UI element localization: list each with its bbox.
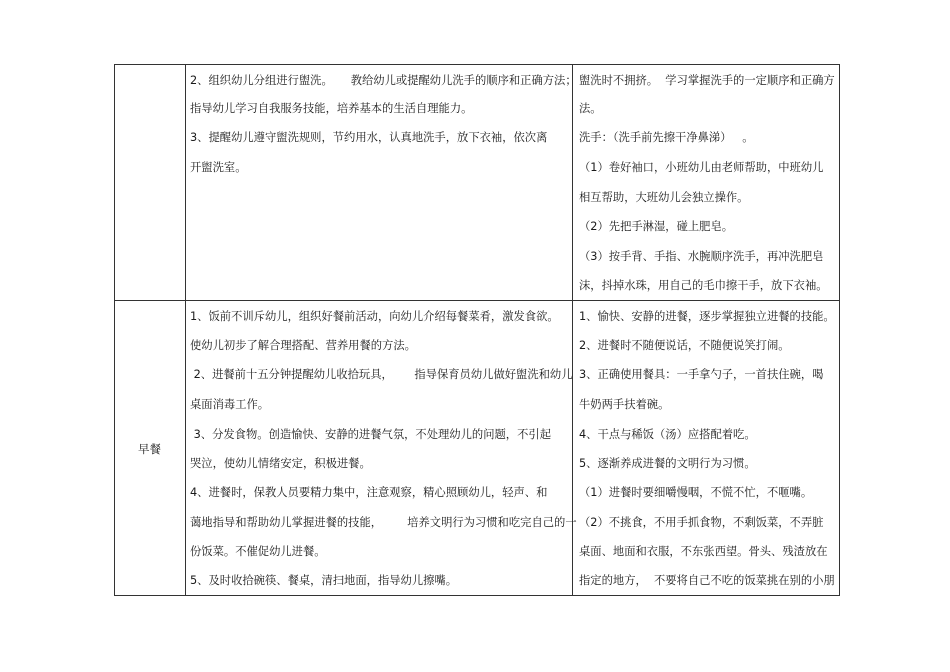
- row2-guidance-line: 使幼儿初步了解合理搭配、营养用餐的方法。: [190, 339, 416, 352]
- row2-guidance-line: 4、进餐时，保教人员要精力集中，注意观察，精心照顾幼儿，轻声、和: [190, 486, 548, 499]
- row2-child-line: （1）进餐时要细嚼慢咽，不慌不忙，不咂嘴。: [579, 486, 813, 499]
- row2-guidance-line: 5、及时收拾碗筷、餐桌，清扫地面，指导幼儿擦嘴。: [190, 574, 458, 587]
- row2-child-line: 5、逐渐养成进餐的文明行为习惯。: [579, 457, 756, 470]
- row1-child-line: 法。: [579, 102, 602, 115]
- row2-child-line: （2）不挑食，不用手抓食物，不剩饭菜，不弄脏: [579, 516, 824, 529]
- row1-label-cell: [115, 65, 185, 300]
- row1-child-line: （3）按手背、手指、水腕顺序洗手，再冲洗肥皂: [579, 250, 824, 263]
- row2-child-line: 牛奶两手扶着碗。: [579, 398, 670, 411]
- row2-child-line: 1、愉快、安静的进餐，逐步掌握独立进餐的技能。: [579, 310, 835, 323]
- row2-guidance-line: 桌面消毒工作。: [190, 398, 270, 411]
- row2-guidance-line: 3、分发食物。创造愉快、安静的进餐气氛，不处理幼儿的问题，不引起: [190, 428, 551, 441]
- row1-child-line: 相互帮助，大班幼儿会独立操作。: [579, 191, 749, 204]
- row1-guidance-line: 指导幼儿学习自我服务技能，培养基本的生活自理能力。: [190, 102, 473, 115]
- row1-child-line: （2）先把手淋湿，碰上肥皂。: [579, 220, 734, 233]
- row1-child-line: 沫，抖掉水珠，用自己的毛巾擦干手，放下衣袖。: [579, 279, 828, 292]
- row2-child-line: 指定的地方， 不要将自己不吃的饭菜挑在别的小朋: [579, 574, 835, 587]
- schedule-table: [114, 64, 840, 596]
- row2-child-line: 4、干点与稀饭（汤）应搭配着吃。: [579, 428, 756, 441]
- row1-guidance-line: 3、提醒幼儿遵守盥洗规则，节约用水，认真地洗手，放下衣袖，依次离: [190, 131, 548, 144]
- row1-guidance-cell: [186, 65, 577, 300]
- row2-child-cell: [573, 301, 839, 595]
- row2-guidance-line: 2、进餐前十五分钟提醒幼儿收拾玩具， 指导保育员幼儿做好盥洗和幼儿: [190, 368, 573, 381]
- row2-guidance-line: 蔼地指导和帮助幼儿掌握进餐的技能， 培养文明行为习惯和吃完自己的一: [190, 516, 577, 529]
- row1-child-line: （1）卷好袖口，小班幼儿由老师帮助，中班幼儿: [579, 161, 824, 174]
- row1-child-cell: [573, 65, 839, 300]
- row2-child-line: 2、进餐时不随便说话，不随便说笑打闹。: [579, 339, 790, 352]
- row2-label: 早餐: [138, 442, 161, 456]
- row2-label-cell: [115, 301, 185, 595]
- row2-guidance-line: 哭泣，使幼儿情绪安定，积极进餐。: [190, 457, 371, 470]
- row1-child-line: 洗手：（洗手前先擦干净鼻涕） 。: [579, 131, 754, 144]
- row1-guidance-line: 开盥洗室。: [190, 161, 247, 174]
- row2-guidance-line: 1、饭前不训斥幼儿，组织好餐前活动，向幼儿介绍每餐菜肴，激发食欲。: [190, 310, 559, 323]
- row1-child-line: 盥洗时不拥挤。 学习掌握洗手的一定顺序和正确方: [579, 74, 835, 87]
- row2-guidance-cell: [186, 301, 577, 595]
- row2-child-line: 桌面、地面和衣服，不东张西望。骨头、残渣放在: [579, 545, 828, 558]
- row2-child-line: 3、正确使用餐具：一手拿勺子，一首扶住碗，喝: [579, 368, 824, 381]
- row1-guidance-line: 2、组织幼儿分组进行盥洗。 教给幼儿或提醒幼儿洗手的顺序和正确方法；: [190, 74, 577, 87]
- row2-guidance-line: 份饭菜。不催促幼儿进餐。: [190, 545, 326, 558]
